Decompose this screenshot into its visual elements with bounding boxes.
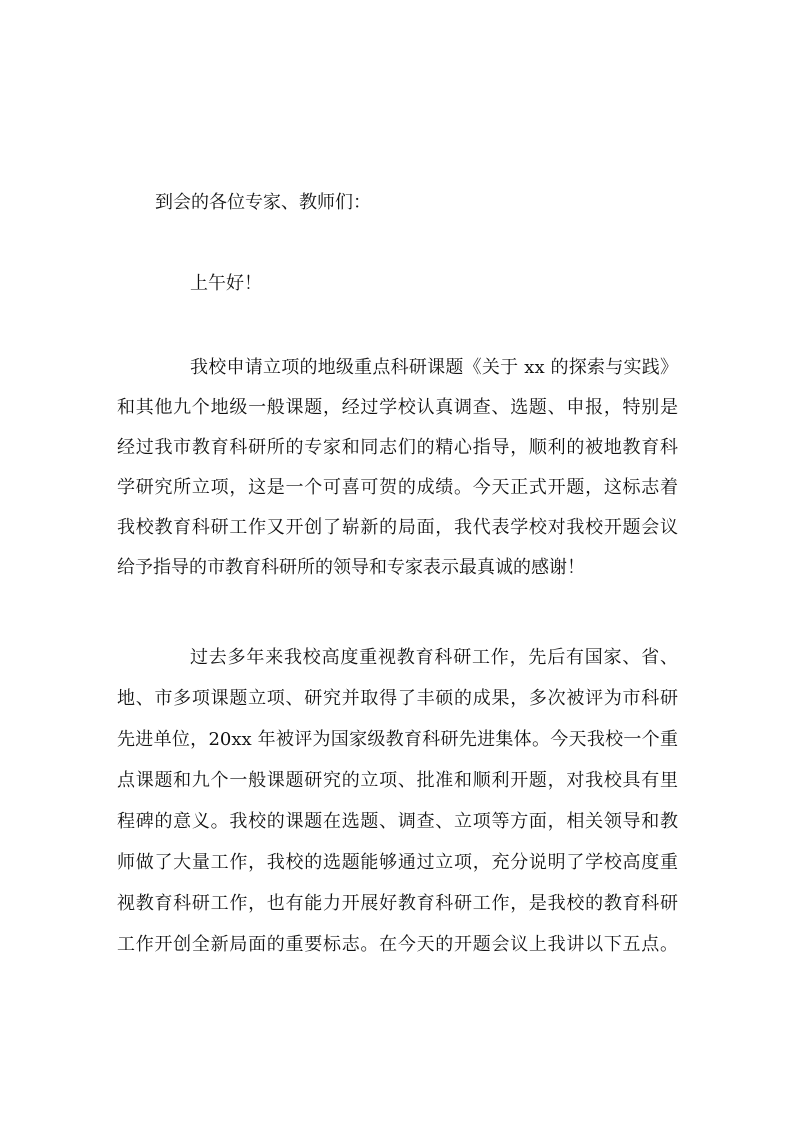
paragraph-line: 点课题和九个一般课题研究的立项、批准和顺利开题，对我校具有里 <box>117 770 678 791</box>
paragraph-line: 过去多年来我校高度重视教育科研工作，先后有国家、省、 <box>190 647 678 668</box>
paragraph-line: 和其他九个地级一般课题，经过学校认真调查、选题、申报，特别是 <box>117 397 678 418</box>
paragraph-line: 视教育科研工作，也有能力开展好教育科研工作，是我校的教育科研 <box>117 893 678 914</box>
paragraph-line: 我校申请立项的地级重点科研课题《关于 xx 的探索与实践》 <box>190 357 678 378</box>
paragraph-line: 经过我市教育科研所的专家和同志们的精心指导，顺利的被地教育科 <box>117 437 678 458</box>
salutation: 到会的各位专家、教师们： <box>155 192 371 213</box>
paragraph-line: 师做了大量工作，我校的选题能够通过立项，充分说明了学校高度重 <box>117 852 678 873</box>
paragraph-line: 给予指导的市教育科研所的领导和专家表示最真诚的感谢！ <box>117 557 585 578</box>
greeting: 上午好！ <box>190 273 262 294</box>
paragraph-line: 学研究所立项，这是一个可喜可贺的成绩。今天正式开题，这标志着 <box>117 477 678 498</box>
paragraph-line: 先进单位，20xx 年被评为国家级教育科研先进集体。今天我校一个重 <box>117 729 678 750</box>
paragraph-line: 工作开创全新局面的重要标志。在今天的开题会议上我讲以下五点。 <box>117 934 678 955</box>
paragraph-line: 地、市多项课题立项、研究并取得了丰硕的成果，多次被评为市科研 <box>117 688 678 709</box>
paragraph-line: 程碑的意义。我校的课题在选题、调查、立项等方面，相关领导和教 <box>117 811 678 832</box>
paragraph-line: 我校教育科研工作又开创了崭新的局面，我代表学校对我校开题会议 <box>117 517 678 538</box>
